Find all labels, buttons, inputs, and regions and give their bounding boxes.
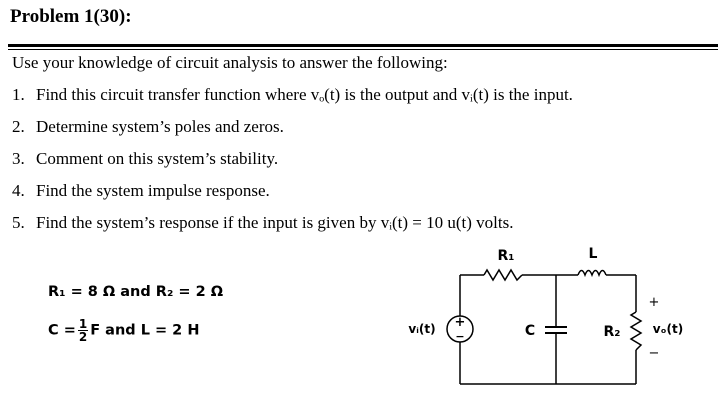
intro-text: Use your knowledge of circuit analysis to answer the following:	[12, 53, 448, 72]
question-number: 4.	[12, 181, 25, 200]
problem-title: Problem 1(30):	[10, 6, 132, 27]
params-resistors: R₁ = 8 Ω and R₂ = 2 Ω	[48, 284, 224, 300]
fraction-numerator: 1	[78, 317, 88, 331]
params-c-suffix: F and L = 2 H	[90, 322, 200, 339]
question-text: Find the system’s response if the input is given by vᵢ(t) = 10 u(t) volts.	[36, 213, 514, 232]
label-r1: R₁	[497, 248, 515, 264]
question-text: Comment on this system’s stability.	[36, 149, 279, 168]
question-text: Find the system impulse response.	[36, 181, 270, 200]
label-c: C	[524, 323, 536, 339]
question-number: 2.	[12, 117, 25, 136]
params-c-prefix: C =	[48, 322, 76, 339]
output-plus: +	[648, 295, 660, 310]
question-number: 5.	[12, 213, 25, 232]
question-number: 3.	[12, 149, 25, 168]
inductor-icon	[578, 271, 606, 276]
label-vo: vₒ(t)	[652, 322, 684, 336]
fraction-denominator: 2	[78, 330, 88, 344]
source-minus: −	[455, 330, 465, 343]
question-text: Find this circuit transfer function where vₒ(t) is the output and vᵢ(t) is the input.	[36, 85, 573, 104]
label-l: L	[588, 246, 598, 262]
resistor-r2-icon	[631, 312, 641, 350]
label-r2: R₂	[603, 324, 621, 340]
source-plus: +	[454, 315, 466, 330]
label-vi: vᵢ(t)	[408, 322, 436, 336]
question-number: 1.	[12, 85, 25, 104]
output-minus: −	[648, 346, 660, 361]
resistor-r1-icon	[484, 270, 522, 280]
question-text: Determine system’s poles and zeros.	[36, 117, 284, 136]
